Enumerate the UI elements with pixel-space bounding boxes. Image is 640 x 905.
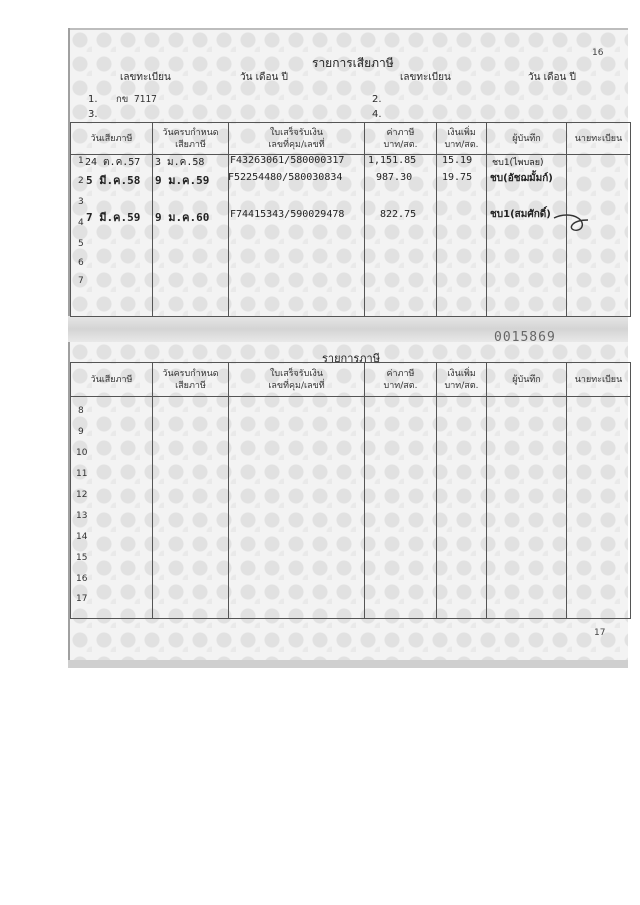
row-8-number: 8 bbox=[78, 406, 84, 416]
page-number-bottom: 17 bbox=[594, 628, 606, 638]
row-1-amount: 1,151.85 bbox=[368, 155, 417, 166]
row-6-number: 6 bbox=[78, 258, 84, 268]
row-2-amount: 987.30 bbox=[376, 172, 413, 183]
row-1-tax-date: 24 ต.ค.57 bbox=[85, 157, 141, 168]
row-15-number: 15 bbox=[76, 553, 88, 563]
row-1-recorder: ชบ1(ไพบลย) bbox=[492, 158, 544, 168]
row-1-due-date: 3 ม.ค.58 bbox=[155, 157, 205, 168]
row-11-number: 11 bbox=[76, 469, 88, 479]
row-1-surcharge: 15.19 bbox=[442, 155, 473, 166]
row-1-number: 1 bbox=[78, 156, 84, 166]
header-tax-date-2: วันเสียภาษี bbox=[71, 363, 153, 397]
registration-1-number: 1. bbox=[88, 94, 98, 105]
row-4-receipt: F74415343/590029478 bbox=[230, 209, 345, 220]
tax-list-table bbox=[70, 362, 631, 619]
row-2-due-date: 9 ม.ค.59 bbox=[155, 174, 210, 187]
header-tax-date: วันเสียภาษี bbox=[71, 123, 153, 155]
registration-4-number: 4. bbox=[372, 109, 382, 120]
header-registrar-2: นายทะเบียน bbox=[567, 363, 631, 397]
row-7-number: 7 bbox=[78, 276, 84, 286]
row-10-number: 10 bbox=[76, 448, 88, 458]
page-number-top: 16 bbox=[592, 48, 604, 58]
row-9-number: 9 bbox=[78, 427, 84, 437]
row-4-number: 4 bbox=[78, 218, 84, 228]
row-2-number: 2 bbox=[78, 176, 84, 186]
header-recorder-2: ผู้บันทึก bbox=[487, 363, 567, 397]
registration-2-number: 2. bbox=[372, 94, 382, 105]
header-tax-amount: ค่าภาษี บาท/สต. bbox=[365, 123, 437, 155]
date-label-right: วัน เดือน ปี bbox=[528, 72, 576, 83]
row-16-number: 16 bbox=[76, 574, 88, 584]
serial-number: 0015869 bbox=[494, 330, 556, 345]
row-1-receipt: F43263061/580000317 bbox=[230, 155, 345, 166]
tax-record-title: รายการเสียภาษี bbox=[312, 56, 394, 70]
header-receipt-2: ใบเสร็จรับเงิน เลขที่คุม/เลขที่ bbox=[229, 363, 365, 397]
header-recorder: ผู้บันทึก bbox=[487, 123, 567, 155]
row-4-amount: 822.75 bbox=[380, 209, 417, 220]
row-5-number: 5 bbox=[78, 239, 84, 249]
bottom-edge bbox=[68, 660, 628, 668]
header-registrar: นายทะเบียน bbox=[567, 123, 631, 155]
paper-top-edge bbox=[68, 28, 628, 30]
row-4-due-date: 9 ม.ค.60 bbox=[155, 211, 210, 224]
reg-label-left: เลขทะเบียน bbox=[120, 72, 171, 83]
row-2-recorder: ชบ(อัชฌมั้มก์) bbox=[490, 173, 553, 184]
row-17-number: 17 bbox=[76, 594, 88, 604]
row-2-receipt: F52254480/580030834 bbox=[228, 172, 343, 183]
header-due-date: วันครบกำหนด เสียภาษี bbox=[153, 123, 229, 155]
row-4-tax-date: 7 มี.ค.59 bbox=[86, 211, 141, 224]
row-12-number: 12 bbox=[76, 490, 88, 500]
header-receipt: ใบเสร็จรับเงิน เลขที่คุม/เลขที่ bbox=[229, 123, 365, 155]
header-tax-amount-2: ค่าภาษี บาท/สต. bbox=[365, 363, 437, 397]
reg-label-right: เลขทะเบียน bbox=[400, 72, 451, 83]
header-surcharge-2: เงินเพิ่ม บาท/สต. bbox=[437, 363, 487, 397]
tax-list-title: รายการภาษี bbox=[322, 352, 380, 365]
header-surcharge: เงินเพิ่ม บาท/สต. bbox=[437, 123, 487, 155]
row-4-recorder: ชบ1(สมศักดิ์) bbox=[490, 209, 551, 220]
signature-flourish-icon bbox=[552, 210, 592, 234]
row-14-number: 14 bbox=[76, 532, 88, 542]
row-13-number: 13 bbox=[76, 511, 88, 521]
row-2-tax-date: 5 มี.ค.58 bbox=[86, 174, 141, 187]
registration-3-number: 3. bbox=[88, 109, 98, 120]
date-label-left: วัน เดือน ปี bbox=[240, 72, 288, 83]
row-2-surcharge: 19.75 bbox=[442, 172, 473, 183]
registration-1-value: กข 7117 bbox=[116, 94, 157, 105]
row-3-number: 3 bbox=[78, 197, 84, 207]
header-due-date-2: วันครบกำหนด เสียภาษี bbox=[153, 363, 229, 397]
